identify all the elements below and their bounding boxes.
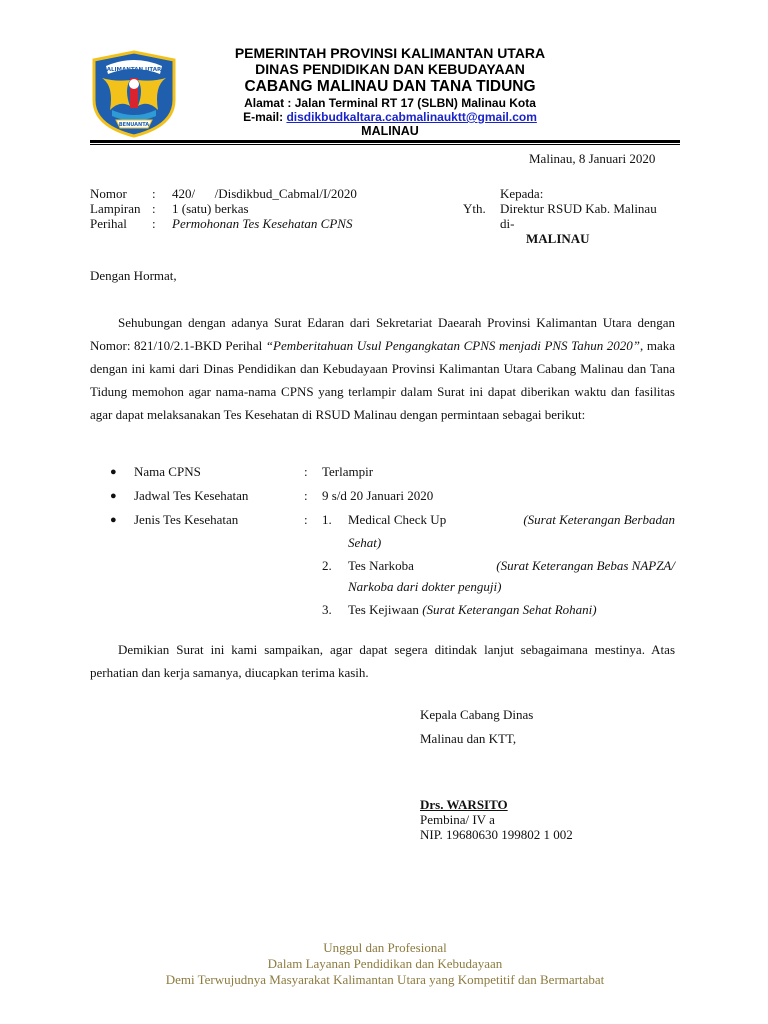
closing-text: Demikian Surat ini kami sampaikan, agar dapat segera ditindak lanjut sebagaimana mestinya. Atas perhatian dan kerja samanya, diucapkan terima kasih.	[90, 642, 675, 680]
greeting: Dengan Hormat,	[90, 268, 177, 283]
test-note: (Surat Keterangan Sehat Rohani)	[422, 602, 597, 617]
letterhead-address: Alamat : Jalan Terminal RT 17 (SLBN) Malinau Kota	[244, 96, 536, 110]
letterhead-rule-thin	[90, 144, 680, 145]
signatory-rank: Pembina/ IV a	[420, 812, 495, 827]
logo-banner-text: KALIMANTAN UTARA	[102, 67, 166, 73]
signatory-nip: NIP. 19680630 199802 1 002	[420, 827, 573, 842]
test-note-continued: Sehat)	[348, 535, 382, 550]
body-part1: Sehubungan dengan adanya Surat Edaran dari Sekretariat Daearah Provinsi Kalimantan Utara dengan Nomor: 821/10/2.1-BKD Perihal	[90, 315, 675, 353]
jadwal-label: Jadwal Tes Kesehatan	[134, 488, 249, 503]
footer-line-3: Demi Terwujudnya Masyarakat Kalimantan Utara yang Kompetitif dan Bermartabat	[165, 972, 605, 987]
jadwal-value: 9 s/d 20 Januari 2020	[322, 488, 434, 503]
test-item-2	[348, 558, 675, 574]
body-reference-title: “Pemberitahuan Usul Pengangkatan CPNS menjadi PNS Tahun 2020”	[265, 338, 641, 353]
footer-line-2: Dalam Layanan Pendidikan dan Kebudayaan	[267, 956, 503, 971]
provincial-emblem-logo	[90, 50, 178, 138]
letterhead-city: MALINAU	[361, 124, 419, 138]
test-name: Medical Check Up	[348, 512, 447, 527]
letterhead	[180, 45, 600, 139]
letterhead-government: PEMERINTAH PROVINSI KALIMANTAN UTARA	[234, 45, 546, 61]
lampiran-colon: :	[152, 201, 156, 216]
lampiran-label: Lampiran	[90, 201, 141, 216]
logo-motto-text: BENUANTA	[118, 122, 150, 128]
test-item-3	[348, 602, 597, 618]
letterhead-agency: DINAS PENDIDIKAN DAN KEBUDAYAAN	[255, 61, 525, 77]
recipient-kepada: Kepada:	[500, 186, 544, 201]
nomor-value: 420/ /Disdikbud_Cabmal/I/2020	[172, 186, 357, 201]
test-number: 2.	[322, 558, 332, 573]
recipient-di: di-	[500, 216, 515, 231]
letterhead-rule-thick	[90, 140, 680, 143]
signature-title-2: Malinau dan KTT,	[420, 731, 517, 746]
body-part3: , maka dengan ini kami dari Dinas Pendidikan dan Kebudayaan Provinsi Kalimantan Utara Cabang Malinau dan Tana Tidung memohon agar nama-nama CPNS yang terlampir dalam Surat ini dapat diberikan waktu dan fasilitas agar dapat melaksanakan Tes Kesehatan di RSUD Malinau dengan permintaan sebagai berikut:	[90, 338, 676, 422]
test-number: 1.	[322, 512, 332, 527]
nomor-label: Nomor	[90, 186, 127, 201]
list-bullet: ●	[110, 514, 117, 526]
letterhead-branch: CABANG MALINAU DAN TANA TIDUNG	[244, 78, 536, 95]
jenis-colon: :	[304, 512, 308, 527]
footer-line-1: Unggul dan Profesional	[323, 940, 447, 955]
nama-value: Terlampir	[322, 464, 374, 479]
signature-title-1: Kepala Cabang Dinas	[420, 707, 534, 722]
nomor-colon: :	[152, 186, 156, 201]
test-name: Tes Narkoba	[348, 558, 414, 573]
nama-colon: :	[304, 464, 308, 479]
signatory-name: Drs. WARSITO	[420, 797, 508, 812]
perihal-label: Perihal	[90, 216, 127, 231]
test-note-continued: Narkoba dari dokter penguji)	[348, 579, 502, 594]
recipient-name: Direktur RSUD Kab. Malinau	[500, 201, 657, 216]
recipient-place: MALINAU	[526, 231, 590, 246]
closing-paragraph	[90, 638, 675, 684]
test-number: 3.	[322, 602, 332, 617]
recipient-yth: Yth.	[463, 201, 486, 216]
test-item-1	[348, 512, 675, 528]
list-bullet: ●	[110, 490, 117, 502]
perihal-value: Permohonan Tes Kesehatan CPNS	[172, 216, 353, 231]
footer-motto	[90, 940, 680, 988]
jenis-label: Jenis Tes Kesehatan	[134, 512, 239, 527]
lampiran-value: 1 (satu) berkas	[172, 201, 249, 216]
jadwal-colon: :	[304, 488, 308, 503]
test-note: (Surat Keterangan Bebas NAPZA/	[496, 558, 675, 573]
test-note: (Surat Keterangan Berbadan	[523, 512, 675, 527]
test-name: Tes Kejiwaan	[348, 602, 419, 617]
email-label: E-mail:	[243, 110, 287, 124]
body-paragraph	[90, 311, 675, 426]
letter-date: Malinau, 8 Januari 2020	[529, 151, 656, 166]
letterhead-email-line	[180, 110, 600, 124]
perihal-colon: :	[152, 216, 156, 231]
email-link[interactable]: disdikbudkaltara.cabmalinauktt@gmail.com	[286, 110, 537, 124]
list-bullet: ●	[110, 466, 117, 478]
nama-label: Nama CPNS	[134, 464, 201, 479]
